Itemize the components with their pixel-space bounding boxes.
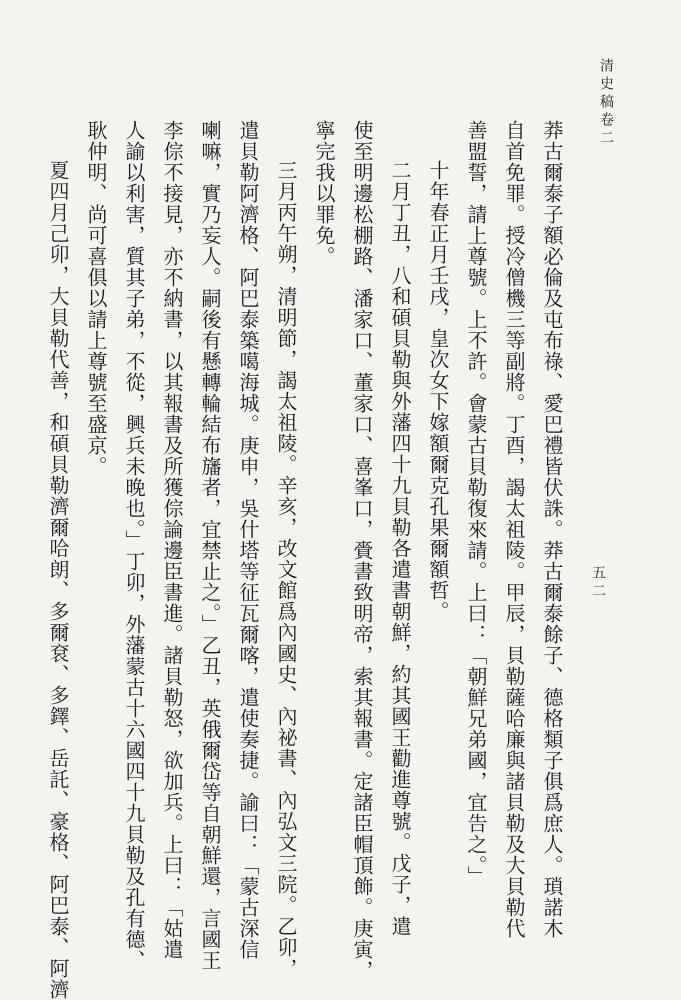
text-line: 遣貝勒阿濟格、阿巴泰築噶海城。庚申，吳什塔等征瓦爾喀，遣使奏捷。諭曰：「蒙古深信 [236, 120, 260, 960]
text-line: 自首免罪。授冷僧機三等副將。丁酉，謁太祖陵。甲辰，貝勒薩哈廉與諸貝勒及大貝勒代 [502, 120, 526, 939]
text-line: 二月丁丑，八和碩貝勒與外藩四十九貝勒各遣書朝鮮，約其國王勸進尊號。戊子，遣 [388, 160, 412, 937]
running-header-title: 清史稿卷二 [598, 58, 614, 148]
text-line: 夏四月己卯，大貝勒代善，和碩貝勒濟爾哈朗、多爾袞、多鐸、岳託、豪格、阿巴泰、阿濟 [46, 160, 70, 1000]
text-line: 寧完我以罪免。 [312, 120, 336, 267]
text-line: 三月丙午朔，清明節，謁太祖陵。辛亥，改文館爲內國史、內祕書、內弘文三院。乙卯， [274, 160, 298, 979]
text-line: 莽古爾泰子額必倫及屯布祿、愛巴禮皆伏誅。莽古爾泰餘子、德格類子俱爲庶人。瑣諾木 [540, 120, 564, 939]
page-number: 五二 [590, 565, 606, 601]
text-line: 李倧不接見，亦不納書，以其報書及所獲倧論邊臣書進。諸貝勒怒，欲加兵。上曰：「姑遣 [160, 120, 184, 960]
text-line: 人諭以利害，質其子弟，不從，興兵未晚也。」丁卯，外藩蒙古十六國四十九貝勒及孔有德、 [122, 120, 146, 971]
text-line: 使至明邊松棚路、潘家口、董家口、喜峯口，賫書致明帝，索其報書。定諸臣帽頂飾。庚寅， [350, 120, 374, 981]
text-line: 十年春正月壬戌，皇次女下嫁額爾克孔果爾額哲。 [426, 160, 450, 622]
text-line: 善盟誓，請上尊號。上不許。會蒙古貝勒復來請。上曰：「朝鮮兄弟國，宜告之。」 [464, 120, 488, 887]
text-line: 喇嘛，實乃妄人。嗣後有懸轉輪結布旛者，宜禁止之。」乙丑，英俄爾岱等自朝鮮還，言國王 [198, 120, 222, 971]
body-text [46, 120, 571, 1000]
text-line: 耿仲明、尚可喜俱以請上尊號至盛京。 [84, 120, 108, 477]
